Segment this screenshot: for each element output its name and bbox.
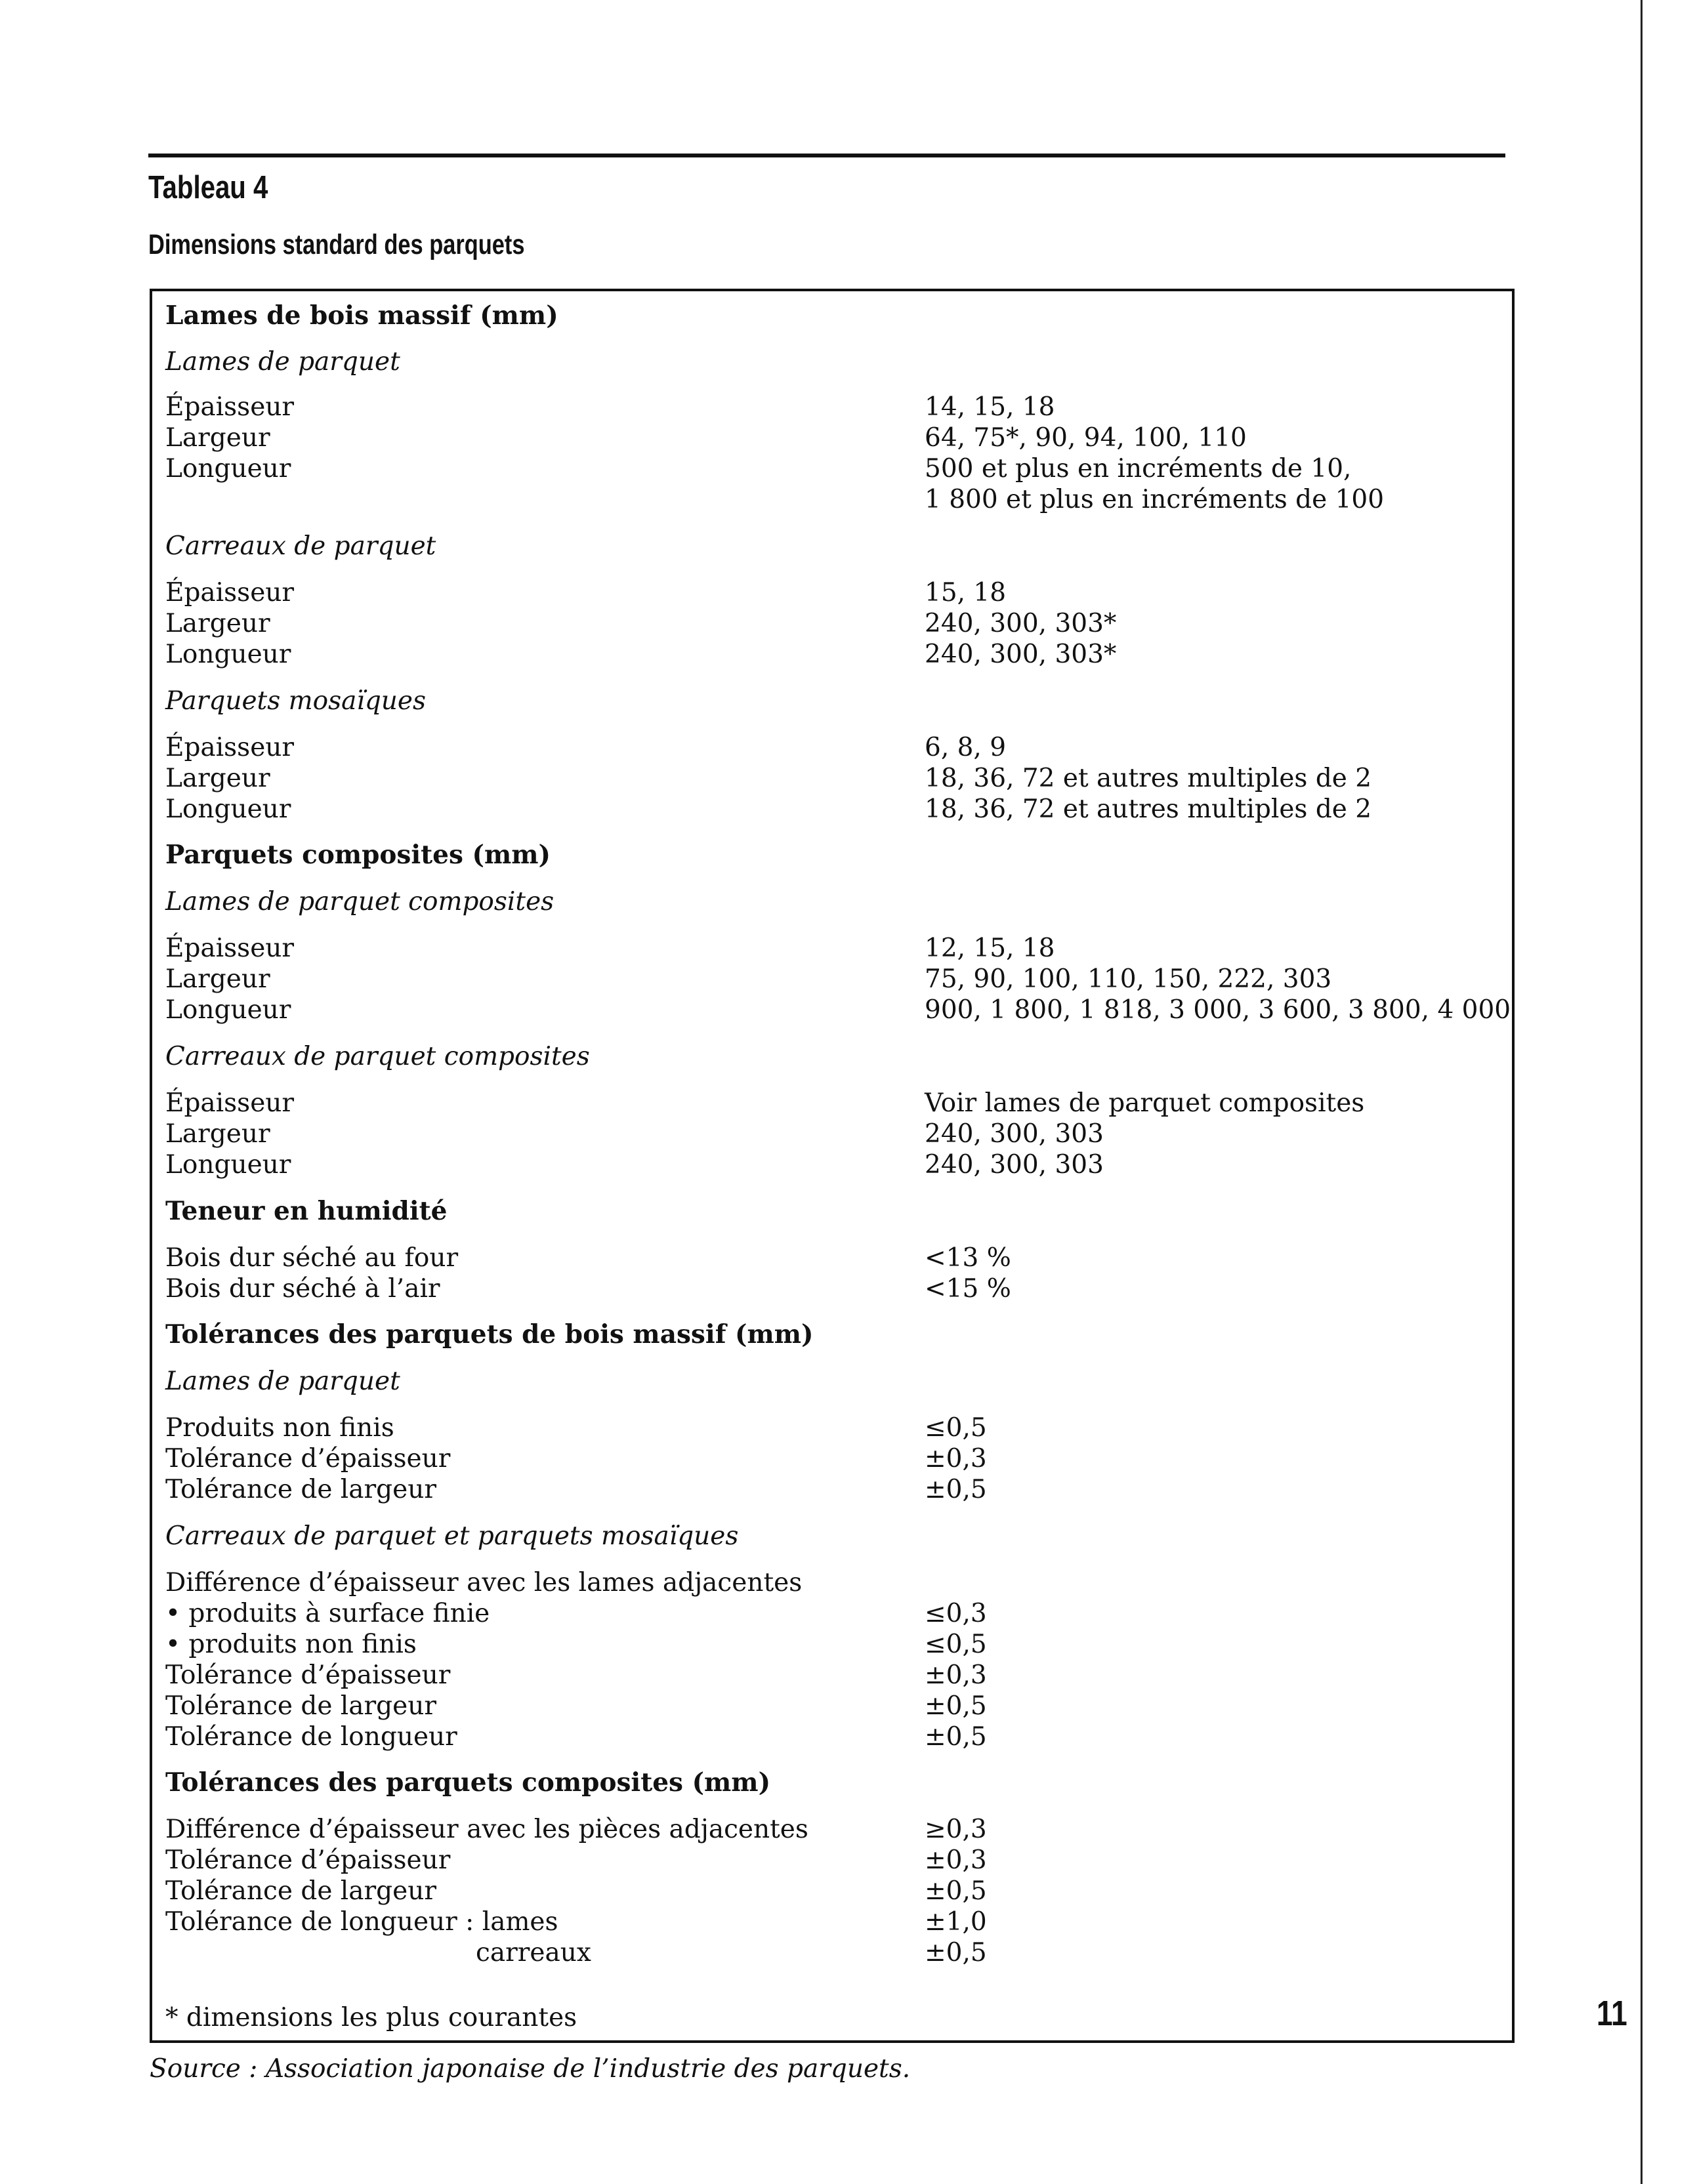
row-value: ±0,5	[925, 1475, 987, 1504]
footnote: * dimensions les plus courantes	[165, 2003, 577, 2032]
table-row	[165, 1721, 987, 1752]
row-value: ±0,3	[925, 1845, 987, 1875]
table-row	[165, 422, 1247, 453]
row-value: ±0,3	[925, 1660, 987, 1690]
row-value: 18, 36, 72 et autres multiples de 2	[925, 764, 1372, 793]
row-label: • produits non finis	[165, 1630, 417, 1659]
table-title: Dimensions standard des parquets	[148, 229, 525, 260]
table-row	[165, 732, 1007, 763]
row-value: 900, 1 800, 1 818, 3 000, 3 600, 3 800, 4 000	[925, 995, 1511, 1025]
top-rule	[148, 154, 1505, 157]
table-row	[165, 995, 1511, 1025]
subsection-heading	[165, 886, 554, 917]
row-label: Carreaux de parquet	[165, 531, 436, 561]
table-row	[165, 763, 1372, 794]
row-value: <13 %	[925, 1243, 1011, 1273]
row-value: ±0,3	[925, 1444, 987, 1473]
row-label: • produits à surface finie	[165, 1599, 490, 1628]
table-row	[165, 453, 1352, 484]
row-label: Largeur	[165, 964, 270, 994]
table-row	[165, 1243, 1011, 1273]
row-value: 500 et plus en incréments de 10,	[925, 454, 1352, 484]
table-row	[165, 1845, 987, 1876]
table-row	[165, 1691, 987, 1721]
page-edge-line	[1641, 0, 1643, 2184]
row-value: 240, 300, 303	[925, 1119, 1104, 1149]
table-row	[165, 1088, 1365, 1119]
row-value: <15 %	[925, 1274, 1011, 1304]
row-value: 1 800 et plus en incréments de 100	[925, 485, 1385, 514]
row-value: 18, 36, 72 et autres multiples de 2	[925, 794, 1372, 824]
section-heading	[165, 300, 558, 331]
row-label: Bois dur séché au four	[165, 1243, 459, 1273]
row-value: ≥0,3	[925, 1815, 987, 1844]
section-heading	[165, 1767, 770, 1798]
subsection-heading	[165, 531, 436, 562]
row-label: Lames de bois massif (mm)	[165, 300, 558, 331]
row-value: 64, 75*, 90, 94, 100, 110	[925, 423, 1247, 453]
row-label: Bois dur séché à l’air	[165, 1274, 440, 1304]
table-row	[165, 639, 1117, 670]
subsection-heading	[165, 346, 400, 377]
row-label: Largeur	[165, 609, 270, 638]
subsection-heading	[165, 686, 426, 716]
row-value: 6, 8, 9	[925, 733, 1007, 762]
row-label: Longueur	[165, 454, 291, 484]
table-row	[165, 1273, 1011, 1304]
row-label: Tolérances des parquets composites (mm)	[165, 1767, 771, 1798]
row-label: Produits non finis	[165, 1413, 394, 1443]
row-label: Tolérance de largeur	[165, 1475, 436, 1504]
table-row	[165, 1814, 987, 1845]
row-value: 75, 90, 100, 110, 150, 222, 303	[925, 964, 1332, 994]
row-label: Tolérance d’épaisseur	[165, 1660, 451, 1690]
row-value: 240, 300, 303*	[925, 609, 1117, 638]
table-row	[165, 1937, 987, 1968]
subsection-heading	[165, 1041, 590, 1072]
table-row	[165, 1876, 987, 1906]
table-row	[165, 1906, 987, 1937]
table-label: Tableau 4	[148, 170, 268, 205]
row-value: ≤0,3	[925, 1599, 987, 1628]
table-row	[165, 1567, 802, 1598]
row-label: Tolérance de longueur	[165, 1722, 457, 1752]
row-value: Voir lames de parquet composites	[925, 1088, 1365, 1118]
table-row	[165, 1119, 1104, 1149]
row-label: Carreaux de parquet composites	[165, 1042, 590, 1071]
subsection-heading	[165, 1366, 400, 1397]
row-value: ±1,0	[925, 1907, 987, 1937]
row-value: ≤0,5	[925, 1630, 987, 1659]
page-number: 11	[1597, 1994, 1627, 2033]
table-row	[165, 794, 1372, 825]
row-label: Longueur	[165, 1150, 291, 1180]
row-label: Épaisseur	[165, 578, 295, 608]
row-label: Carreaux de parquet et parquets mosaïques	[165, 1521, 739, 1551]
row-label: Épaisseur	[165, 392, 295, 422]
table-row	[165, 1629, 987, 1660]
row-label: carreaux	[476, 1938, 591, 1968]
table-row	[165, 933, 1055, 964]
table-row	[165, 577, 1007, 608]
table-row	[165, 1149, 1104, 1180]
row-label: Tolérances des parquets de bois massif (mm)	[165, 1319, 814, 1350]
row-label: Tolérance de largeur	[165, 1876, 436, 1906]
row-label: Longueur	[165, 794, 291, 824]
table-row	[165, 1412, 987, 1443]
row-label: Largeur	[165, 764, 270, 793]
table-row	[165, 964, 1332, 995]
row-value: ±0,5	[925, 1722, 987, 1752]
row-label: Parquets composites (mm)	[165, 840, 551, 870]
row-label: Épaisseur	[165, 733, 295, 762]
row-value: ≤0,5	[925, 1413, 987, 1443]
row-label: Lames de parquet composites	[165, 887, 555, 917]
row-label: Tolérance de largeur	[165, 1691, 436, 1721]
section-heading	[165, 840, 551, 871]
table-row	[165, 1598, 987, 1629]
row-value: 240, 300, 303*	[925, 640, 1117, 669]
table-row	[165, 1474, 987, 1505]
row-value: 12, 15, 18	[925, 934, 1055, 963]
row-label: Épaisseur	[165, 1088, 295, 1118]
table-row	[165, 1443, 987, 1474]
table-row	[165, 608, 1117, 639]
row-label: Différence d’épaisseur avec les lames adjacentes	[165, 1568, 803, 1597]
row-label: Tolérance d’épaisseur	[165, 1845, 451, 1875]
row-label: Longueur	[165, 995, 291, 1025]
row-value: ±0,5	[925, 1938, 987, 1968]
row-value: 15, 18	[925, 578, 1007, 608]
row-value: ±0,5	[925, 1691, 987, 1721]
row-label: Tolérance de longueur : lames	[165, 1907, 558, 1937]
subsection-heading	[165, 1521, 738, 1552]
row-label: Lames de parquet	[165, 1367, 400, 1396]
row-label: Longueur	[165, 640, 291, 669]
row-value: 14, 15, 18	[925, 392, 1055, 422]
table-row	[165, 1660, 987, 1691]
row-value: ±0,5	[925, 1876, 987, 1906]
row-label: Largeur	[165, 423, 270, 453]
row-label: Parquets mosaïques	[165, 686, 427, 716]
row-label: Teneur en humidité	[165, 1196, 448, 1226]
source-note: Source : Association japonaise de l’industrie des parquets.	[150, 2054, 911, 2084]
section-heading	[165, 1196, 447, 1227]
table-row	[165, 392, 1055, 422]
row-label: Tolérance d’épaisseur	[165, 1444, 451, 1473]
row-label: Différence d’épaisseur avec les pièces adjacentes	[165, 1815, 808, 1844]
row-label: Largeur	[165, 1119, 270, 1149]
row-label: Lames de parquet	[165, 347, 400, 377]
row-value: 240, 300, 303	[925, 1150, 1104, 1180]
row-label: Épaisseur	[165, 934, 295, 963]
section-heading	[165, 1319, 814, 1350]
